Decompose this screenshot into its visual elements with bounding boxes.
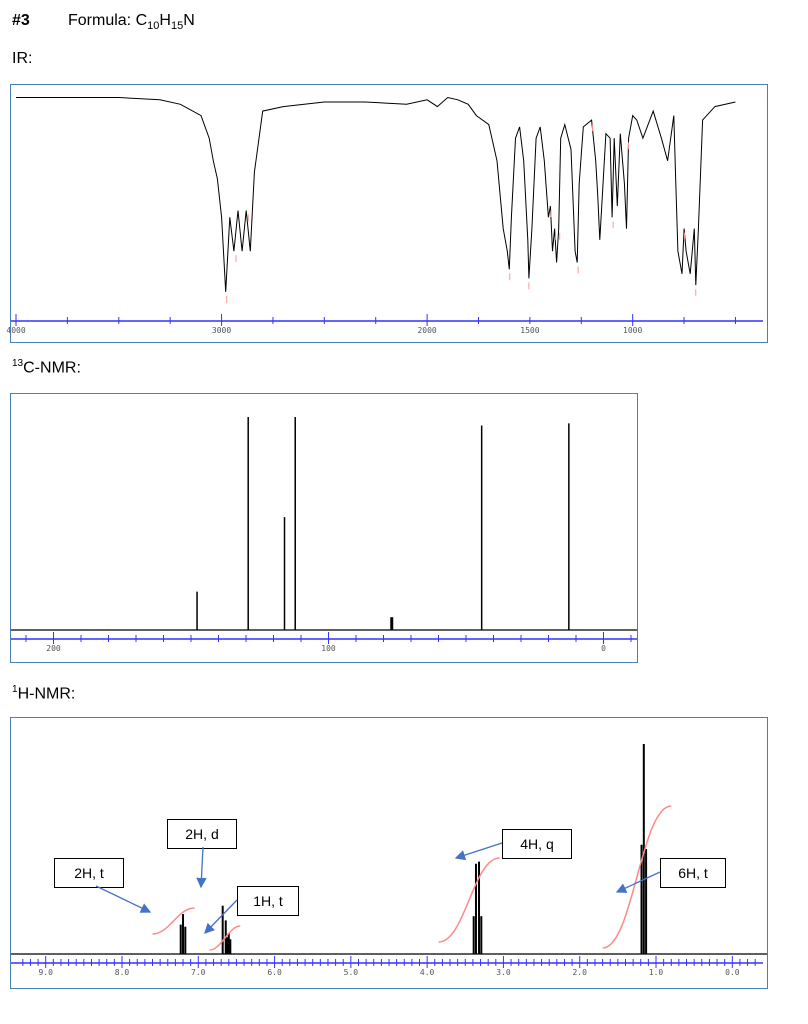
h1-tick-label: 2.0 [572,968,587,977]
ir-chart-frame [6,84,768,343]
h1-tick-label: 9.0 [38,968,53,977]
formula-label: Formula: [68,12,136,29]
ir-chart [6,85,767,342]
formula-part: N [183,12,195,29]
h1-tick-label: 3.0 [496,968,511,977]
h1-tick-label: 8.0 [114,968,130,977]
h1-chart [11,718,767,988]
problem-number: #3 [12,12,30,29]
c13-tick-label: 0 [601,644,606,653]
ir-tick-label: 2000 [417,326,437,335]
h1-tick-label: 7.0 [191,968,206,977]
h1-annotation-aromatic-para-triplet: 1H, t [237,886,299,916]
c13-section-label [12,358,81,377]
c13-tick-label: 200 [46,644,61,653]
formula-part: H [159,12,171,29]
h1-integral-curve [153,908,195,934]
ir-spectrum-line [16,98,735,292]
h1-tick-label: 1.0 [648,968,664,977]
ir-tick-label: 1000 [623,326,643,335]
c13-label-text: C-NMR: [23,359,81,377]
c13-tick-label: 100 [321,644,336,653]
ir-tick-label: 4000 [6,326,26,335]
h1-annotation-quartet: 4H, q [502,829,572,859]
formula-part: 10 [147,20,160,33]
formula-value [135,12,195,33]
formula-part: C [135,12,148,29]
ir-tick-label: 1500 [520,326,540,335]
h1-chart-frame [10,717,768,989]
h1-superscript: 1 [12,684,18,695]
formula-part: 15 [170,20,184,33]
h1-section-label [12,684,75,703]
formula [68,12,195,32]
h1-tick-label: 4.0 [419,968,435,977]
h1-annotation-methyl-triplet: 6H, t [660,858,726,888]
c13-chart-frame [10,393,638,663]
h1-annotation-aromatic-doublet: 2H, d [167,819,237,849]
h1-annotation-aromatic-triplet: 2H, t [54,858,124,888]
c13-superscript: 13 [12,358,24,369]
h1-tick-label: 6.0 [267,968,282,977]
ir-tick-label: 3000 [211,326,232,335]
h1-tick-label: 5.0 [343,968,359,977]
h1-tick-label: 0.0 [725,968,740,977]
h1-integral-curve [439,858,500,942]
ir-section-label: IR: [12,50,33,67]
h1-label-text: H-NMR: [17,685,76,703]
c13-chart [11,394,637,662]
